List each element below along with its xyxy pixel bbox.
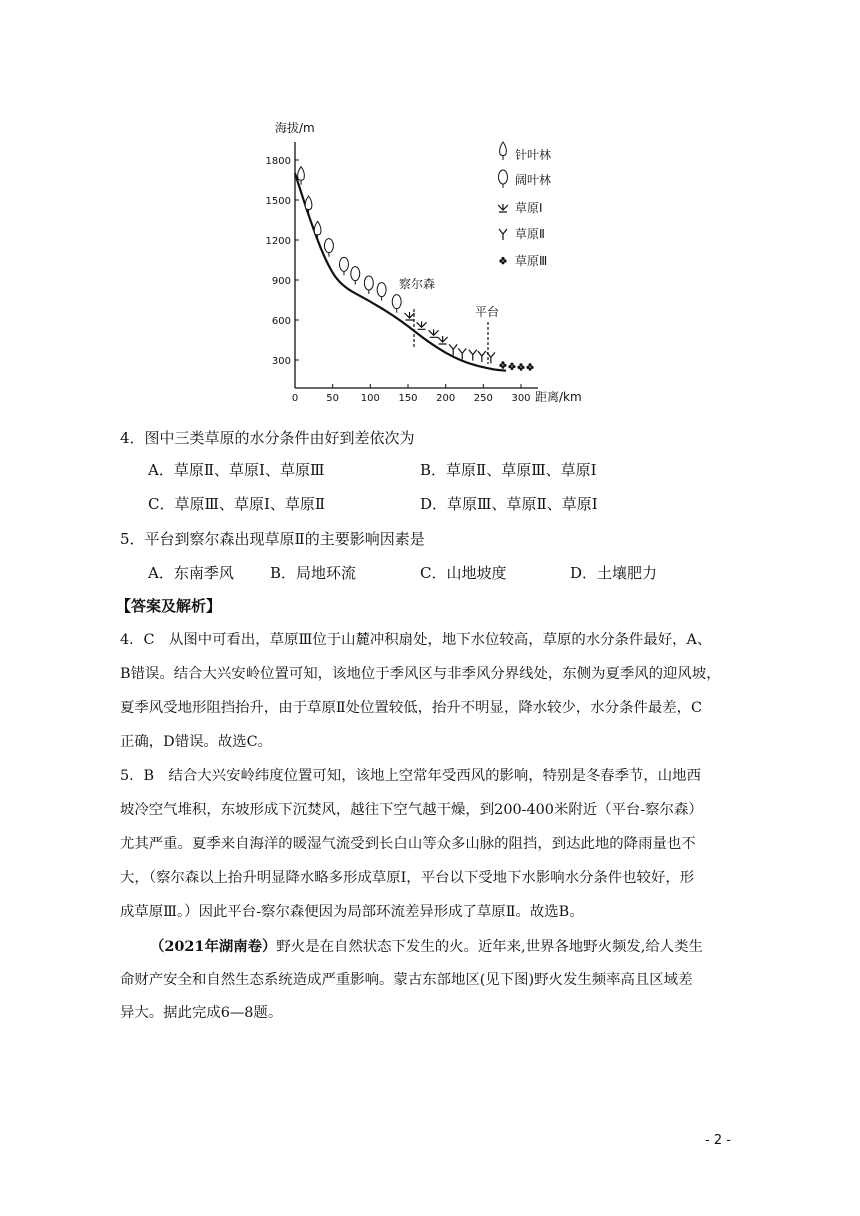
legend [498,142,551,268]
answer-4-line-1: 4．C 从图中可看出，草原Ⅲ位于山麓冲积扇处，地下水位较高，草原的水分条件最好，A、 [120,632,712,648]
y-tick-label: 1200 [265,236,291,247]
terrain-profile-line [295,173,506,370]
grass1-marker [405,312,415,320]
y-tick-label: 600 [271,316,291,327]
q5-option-b: B．局地环流 [270,564,357,582]
answer-5-line-2: 坡冷空气堆积，东坡形成下沉焚风，越往下空气越干燥，到200-400米附近（平台-察尔森） [120,802,703,818]
legend-label-grass-3: 草原Ⅲ [515,254,548,268]
q4-option-b: B．草原Ⅱ、草原Ⅲ、草原Ⅰ [420,461,597,479]
x-tick-label: 50 [326,393,340,404]
x-tick-label: 100 [360,393,380,404]
answer-5-line-1: 5．B 结合大兴安岭纬度位置可知，该地上空常年受西风的影响，特别是冬春季节，山地西 [120,768,701,784]
x-axis-label: 距离/km [535,390,582,404]
grass3-marker [508,363,515,371]
x-tick-label: 300 [511,393,531,404]
intro-text-1: 野火是在自然状态下发生的火。近年来,世界各地野火频发,给人类生 [276,939,703,955]
answer-heading: 【答案及解析】 [116,597,222,615]
intro-line-2: 命财产安全和自然生态系统造成严重影响。蒙古东部地区(见下图)野火发生频率高且区域差 [120,972,693,988]
legend-label-grass-1: 草原Ⅰ [515,201,543,215]
broadleaf-marker [324,239,333,257]
y-tick-label: 1500 [265,196,291,207]
y-tick-label: 900 [271,276,291,287]
answer-5-line-5: 成草原Ⅲ。）因此平台-察尔森便因为局部环流差异形成了草原Ⅱ。故选B。 [120,904,584,920]
q5-option-c: C．山地坡度 [420,564,507,582]
x-tick-label: 200 [436,393,456,404]
q4-option-a: A．草原Ⅱ、草原Ⅰ、草原Ⅲ [148,461,325,479]
legend-label-grass-2: 草原Ⅱ [515,227,545,241]
grass3-marker [499,361,506,369]
q5-option-d: D．土壤肥力 [570,564,658,582]
intro-line-1 [150,937,703,957]
x-tick-label: 250 [473,393,493,404]
grass1-marker [429,329,439,337]
grass2-marker [469,350,477,361]
intro-line-3: 异大。据此完成6—8题。 [120,1005,283,1021]
q5-option-a: A．东南季风 [148,564,234,582]
broadleaf-marker [339,257,348,275]
broadleaf-marker [377,283,386,301]
grass2-marker [458,348,466,359]
conifer-marker [305,196,312,214]
answer-4-line-4: 正确，D错误。故选C。 [120,734,273,750]
broadleaf-marker [364,276,373,294]
y-tick-label: 1800 [265,156,291,167]
x-tick-label: 0 [291,393,299,404]
answer-5-line-4: 大，（察尔森以上抬升明显降水略多形成草原Ⅰ，平台以下受地下水影响水分条件也较好，形 [120,870,695,886]
y-axis-label: 海拔/m [275,121,315,135]
q4-option-d: D．草原Ⅲ、草原Ⅱ、草原Ⅰ [420,495,598,513]
charsen-label: 察尔森 [399,277,436,291]
broadleaf-marker [392,295,401,313]
answer-4-line-2: B错误。结合大兴安岭位置可知，该地位于季风区与非季风分界线处，东侧为夏季风的迎风坡， [120,666,721,682]
page-number: - 2 - [705,1133,731,1148]
answer-5-line-3: 尤其严重。夏季来自海洋的暖湿气流受到长白山等众多山脉的阻挡，到达此地的降雨量也不 [120,836,696,852]
platform-label: 平台 [475,305,500,319]
elevation-profile-chart [255,112,595,412]
x-tick-label: 150 [398,393,418,404]
grass2-marker [449,344,457,355]
q4-stem: 4．图中三类草原的水分条件由好到差依次为 [120,429,415,447]
y-tick-label: 300 [271,356,291,367]
broadleaf-marker [351,267,360,285]
legend-label-conifer: 针叶林 [515,148,552,162]
grass3-marker [526,363,533,371]
grass1-marker [417,321,427,329]
grass2-marker [478,351,486,362]
q5-stem: 5．平台到察尔森出现草原Ⅱ的主要影响因素是 [120,530,425,548]
grass1-marker [438,336,448,344]
intro-source: （2021年湖南卷） [150,938,277,955]
q4-option-c: C．草原Ⅲ、草原Ⅰ、草原Ⅱ [148,495,326,513]
vegetation-markers [298,167,534,371]
grass3-marker [517,363,524,371]
answer-4-line-3: 夏季风受地形阻挡抬升，由于草原Ⅱ处位置较低，抬升不明显，降水较少，水分条件最差，C [120,700,703,716]
legend-label-broadleaf: 阔叶林 [515,173,552,187]
